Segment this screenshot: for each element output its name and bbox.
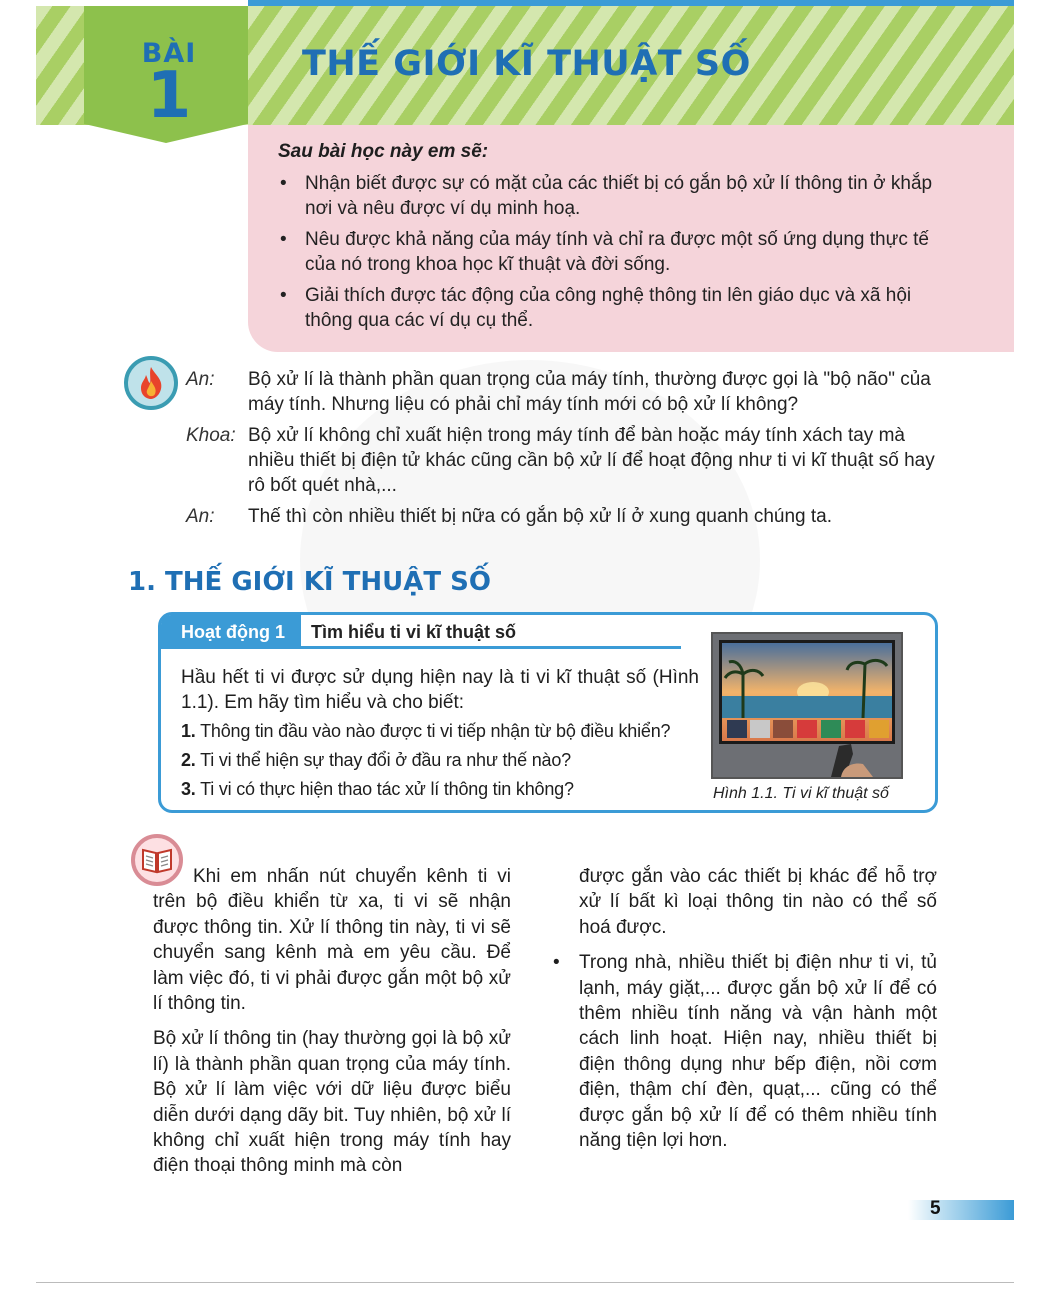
page-number-tab bbox=[908, 1200, 1014, 1220]
fire-icon bbox=[124, 356, 178, 410]
dialogue-text: Bộ xử lí không chỉ xuất hiện trong máy tính để bàn hoặc máy tính xách tay mà nhiều thiết bị điện tử khác cũng cần bộ xử lí để hoạt động như ti vi kĩ thuật số hay rô bốt quét nhà,... bbox=[248, 425, 935, 496]
question-text: Ti vi thể hiện sự thay đổi ở đầu ra như thế nào? bbox=[200, 750, 571, 770]
activity-question bbox=[181, 719, 699, 744]
dialogue bbox=[186, 367, 946, 535]
dialogue-line bbox=[186, 504, 946, 529]
objective-item: • Nhận biết được sự có mặt của các thiết bị có gắn bộ xử lí thông tin ở khắp nơi và nêu được ví dụ minh hoạ. bbox=[278, 171, 936, 221]
body-right-column bbox=[579, 864, 937, 1163]
body-left-column bbox=[153, 864, 511, 1189]
objective-item: • Giải thích được tác động của công nghệ thông tin lên giáo dục và xã hội thông qua các ví dụ cụ thể. bbox=[278, 283, 936, 333]
objectives-heading: Sau bài học này em sẽ: bbox=[278, 141, 489, 162]
activity-question bbox=[181, 777, 699, 802]
activity-title: Tìm hiểu ti vi kĩ thuật số bbox=[301, 615, 681, 649]
page-number: 5 bbox=[930, 1198, 941, 1219]
question-number: 2. bbox=[181, 750, 196, 770]
dialogue-speaker: An: bbox=[186, 506, 215, 527]
objective-item: • Nêu được khả năng của máy tính và chỉ ra được một số ứng dụng thực tế của nó trong khoa học kĩ thuật và đời sống. bbox=[278, 227, 936, 277]
tv-photo bbox=[711, 632, 903, 779]
body-paragraph: Bộ xử lí thông tin (hay thường gọi là bộ xử lí) là thành phần quan trọng của máy tính. Bộ xử lí làm việc với dữ liệu được biểu diễn dưới dạng dãy bit. Tuy nhiên, bộ xử lí không chỉ xuất hiện trong máy tính hay điện thoại thông minh mà còn bbox=[153, 1028, 511, 1177]
body-paragraph: được gắn vào các thiết bị khác để hỗ trợ xử lí bất kì loại thông tin nào có thể số hoá được. bbox=[579, 866, 937, 938]
lesson-label: BÀI bbox=[141, 38, 197, 69]
activity-body bbox=[181, 665, 699, 806]
activity-question bbox=[181, 748, 699, 773]
activity-tab-label: Hoạt động 1 bbox=[161, 615, 301, 649]
dialogue-speaker: Khoa: bbox=[186, 425, 236, 446]
question-text: Thông tin đầu vào nào được ti vi tiếp nhận từ bộ điều khiển? bbox=[200, 721, 671, 741]
dialogue-text: Thế thì còn nhiều thiết bị nữa có gắn bộ xử lí ở xung quanh chúng ta. bbox=[248, 506, 833, 527]
activity-box bbox=[158, 612, 938, 813]
objectives-list bbox=[278, 171, 936, 333]
figure-caption: Hình 1.1. Ti vi kĩ thuật số bbox=[713, 785, 889, 802]
question-number: 3. bbox=[181, 779, 196, 799]
body-bullet-paragraph: • Trong nhà, nhiều thiết bị điện như ti vi, tủ lạnh, máy giặt,... được gắn bộ xử lí để có thêm nhiều tính năng và vận hành một cách linh hoạt. Hiện nay, nhiều thiết bị điện thông dụng như bếp điện, nồi cơm điện, thậm chí đèn, quạt,... cũng có thể được gắn bộ xử lí để có thêm nhiều tính năng tiện lợi hơn. bbox=[579, 950, 937, 1153]
section-title: 1. THẾ GIỚI KĨ THUẬT SỐ bbox=[128, 567, 491, 597]
objectives-box bbox=[248, 125, 1014, 352]
lesson-number: 1 bbox=[146, 59, 192, 133]
question-number: 1. bbox=[181, 721, 196, 741]
dialogue-speaker: An: bbox=[186, 369, 215, 390]
bottom-rule bbox=[36, 1282, 1014, 1283]
dialogue-line bbox=[186, 423, 946, 498]
dialogue-text: Bộ xử lí là thành phần quan trọng của máy tính, thường được gọi là "bộ não" của máy tính. Nhưng liệu có phải chỉ máy tính mới có bộ xử lí không? bbox=[248, 369, 931, 415]
body-paragraph: Khi em nhấn nút chuyển kênh ti vi trên bộ điều khiển từ xa, ti vi sẽ nhận được thông tin. Xử lí thông tin này, ti vi sẽ chuyển sang kênh mà em yêu cầu. Để làm việc đó, ti vi phải được gắn một bộ xử lí thông tin. bbox=[153, 866, 511, 1015]
lesson-title: THẾ GIỚI KĨ THUẬT SỐ bbox=[302, 44, 751, 84]
question-text: Ti vi có thực hiện thao tác xử lí thông tin không? bbox=[200, 779, 574, 799]
dialogue-line bbox=[186, 367, 946, 417]
activity-intro: Hầu hết ti vi được sử dụng hiện nay là ti vi kĩ thuật số (Hình 1.1). Em hãy tìm hiểu và cho biết: bbox=[181, 667, 699, 713]
